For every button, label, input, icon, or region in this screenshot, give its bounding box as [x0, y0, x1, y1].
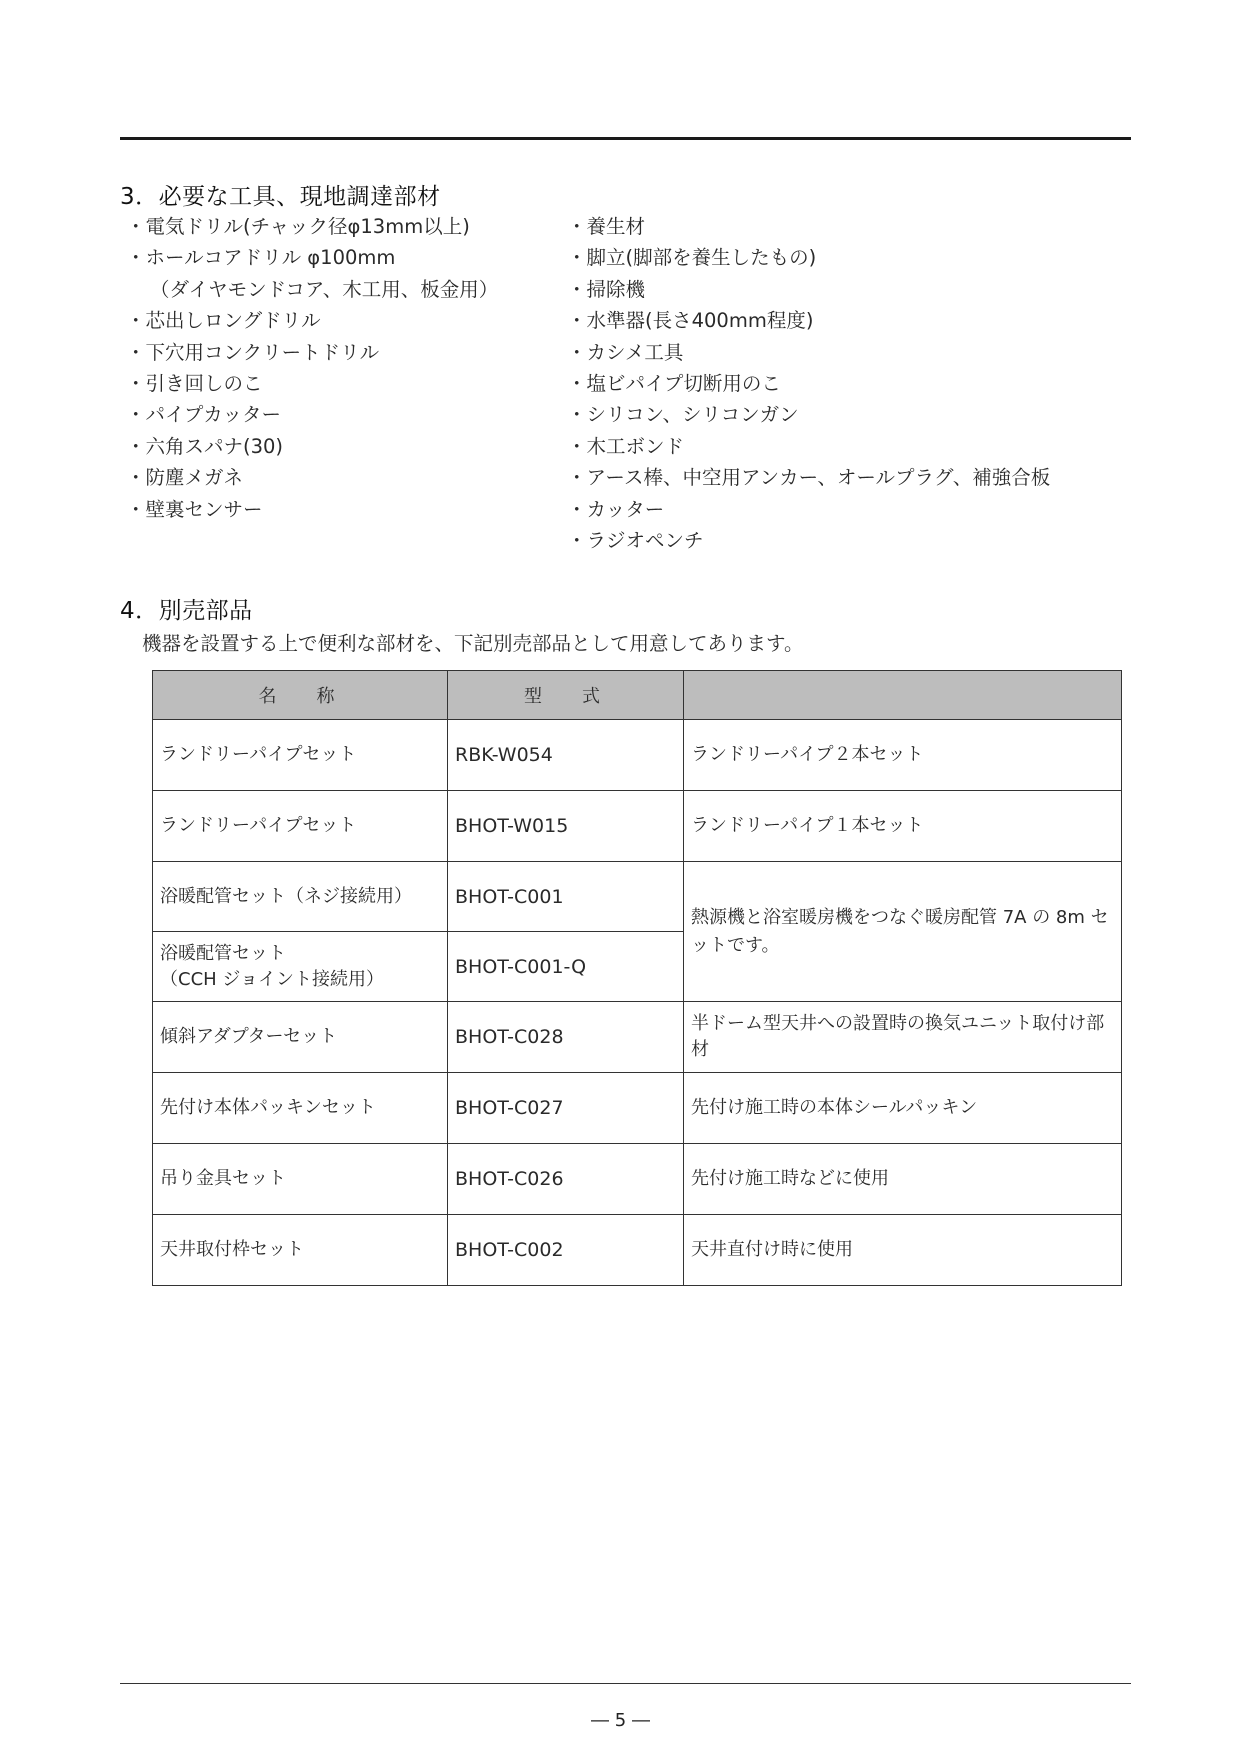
table-row	[153, 1002, 1122, 1073]
tool-item: ・パイプカッター	[126, 403, 282, 427]
header-name: 名称	[153, 671, 448, 720]
section-3-heading: 3．必要な工具、現地調達部材	[120, 184, 441, 210]
part-name	[153, 932, 448, 1002]
part-name: ランドリーパイプセット	[153, 720, 448, 791]
part-name: 吊り金具セット	[153, 1144, 448, 1215]
tool-item: ・防塵メガネ	[126, 466, 244, 490]
tool-item: ・下穴用コンクリートドリル	[126, 340, 380, 364]
part-note: 先付け施工時の本体シールパッキン	[684, 1073, 1122, 1144]
material-item: ・養生材	[567, 215, 646, 238]
header-note	[684, 671, 1122, 720]
material-item: ・カシメ工具	[567, 340, 684, 364]
material-item: ・脚立(脚部を養生したもの)	[567, 246, 817, 270]
part-name: 先付け本体パッキンセット	[153, 1073, 448, 1144]
part-model: BHOT-C001	[448, 862, 684, 932]
section-4-intro: 機器を設置する上で便利な部材を、下記別売部品として用意してあります。	[142, 632, 804, 655]
tools-list-right	[567, 211, 1050, 556]
bottom-rule	[120, 1683, 1131, 1684]
material-item: ・カッター	[567, 497, 665, 521]
tool-item: ・壁裏センサー	[126, 497, 263, 521]
part-name: 傾斜アダプターセット	[153, 1002, 448, 1073]
material-item: ・ラジオペンチ	[567, 529, 704, 553]
part-model: BHOT-C002	[448, 1215, 684, 1286]
table-row	[153, 791, 1122, 862]
section-4-heading: 4．別売部品	[120, 598, 253, 624]
header-model: 型式	[448, 671, 684, 720]
part-model: BHOT-C001-Q	[448, 932, 684, 1002]
part-model: BHOT-C026	[448, 1144, 684, 1215]
table-row	[153, 1073, 1122, 1144]
part-name-line2: （CCH ジョイント接続用）	[160, 968, 385, 990]
part-note: ランドリーパイプ１本セット	[684, 791, 1122, 862]
material-item: ・木工ボンド	[567, 434, 685, 458]
optional-parts-table	[152, 670, 1122, 1286]
part-note: ランドリーパイプ２本セット	[684, 720, 1122, 791]
part-note-merged: 熱源機と浴室暖房機をつなぐ暖房配管 7A の 8m セットです。	[684, 862, 1122, 1002]
table-header-row	[153, 671, 1122, 720]
part-note: 半ドーム型天井への設置時の換気ユニット取付け部材	[684, 1002, 1122, 1073]
top-rule	[120, 137, 1131, 140]
part-model: BHOT-C028	[448, 1002, 684, 1073]
part-note: 先付け施工時などに使用	[684, 1144, 1122, 1215]
part-model: BHOT-W015	[448, 791, 684, 862]
material-item: ・塩ビパイプ切断用のこ	[567, 372, 781, 396]
part-name: 浴暖配管セット（ネジ接続用）	[153, 862, 448, 932]
tool-item: ・芯出しロングドリル	[126, 309, 321, 333]
table-row	[153, 862, 1122, 932]
part-name: 天井取付枠セット	[153, 1215, 448, 1286]
part-model: RBK-W054	[448, 720, 684, 791]
table-row	[153, 720, 1122, 791]
tool-item: ・引き回しのこ	[126, 372, 263, 396]
tool-item-continuation: （ダイヤモンドコア、木工用、板金用）	[150, 277, 499, 301]
part-model: BHOT-C027	[448, 1073, 684, 1144]
tool-item: ・ホールコアドリル φ100mm	[126, 246, 396, 270]
tool-item: ・六角スパナ(30)	[126, 434, 284, 458]
material-item: ・水準器(長さ400mm程度)	[567, 309, 814, 333]
part-name-line1: 浴暖配管セット	[160, 942, 286, 964]
part-name: ランドリーパイプセット	[153, 791, 448, 862]
page-number: ― 5 ―	[591, 1710, 650, 1731]
tool-item: ・電気ドリル(チャック径φ13mm以上)	[126, 215, 470, 238]
material-item: ・掃除機	[567, 277, 646, 301]
table-row	[153, 1144, 1122, 1215]
part-note: 天井直付け時に使用	[684, 1215, 1122, 1286]
material-item: ・アース棒、中空用アンカー、オールプラグ、補強合板	[567, 466, 1051, 490]
table-row	[153, 1215, 1122, 1286]
tools-list-left	[126, 211, 498, 525]
material-item: ・シリコン、シリコンガン	[567, 403, 799, 427]
